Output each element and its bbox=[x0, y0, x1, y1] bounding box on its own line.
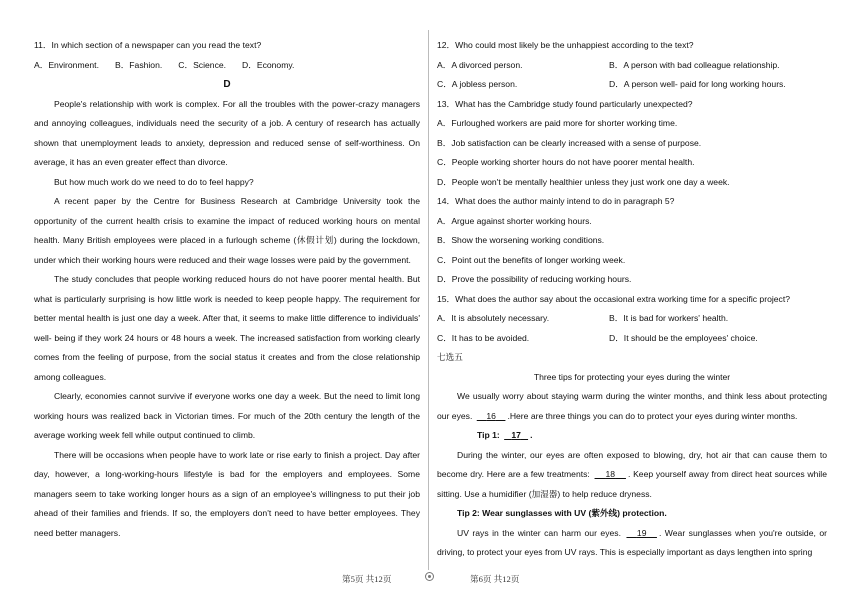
option-b: B．It is bad for workers' health. bbox=[609, 313, 729, 323]
option-d: D．People won't be mentally healthier unless they just work one day a week. bbox=[437, 176, 730, 187]
option-c: C．It has to be avoided. bbox=[437, 332, 530, 343]
question-13: 13．What has the Cambridge study found particularly unexpected? bbox=[437, 98, 693, 109]
question-14: 14．What does the author mainly intend to do in paragraph 5? bbox=[437, 196, 675, 206]
tip1-heading bbox=[437, 426, 827, 446]
option-d: D．Economy. bbox=[242, 59, 295, 70]
tip2-paragraph bbox=[437, 524, 827, 563]
intro-text-a: We usually worry about staying warm during the winter months, and think less about protecting our eyes. bbox=[437, 391, 827, 421]
tip2-text-a: UV rays in the winter can harm our eyes. bbox=[457, 527, 621, 538]
question-15-options-row1 bbox=[437, 309, 827, 329]
option-c: C．Science. bbox=[178, 59, 227, 70]
page-number-left: 第5页 共12页 bbox=[342, 574, 392, 584]
tip1-text-b: . Keep yourself away from direct heat sources while sitting. Use a humidifier (加湿器) to help reduce dryness. bbox=[437, 469, 827, 499]
intro-text-b: .Here are three things you can do to protect your eyes during winter months. bbox=[507, 410, 798, 421]
option-c: C．People working shorter hours do not have poorer mental health. bbox=[437, 157, 695, 167]
passage-paragraph: A recent paper by the Centre for Business Research at Cambridge University took the opportunity of the current health crisis to examine the impact of reduced working hours on mental health. Many British employees were placed in a furlough scheme (休假计划) during the lockdown, under which their working hours were reduced and their wage losses were paid by the government. bbox=[34, 196, 420, 265]
question-11-options bbox=[34, 56, 420, 76]
blank-17-number: 17 bbox=[511, 430, 521, 440]
passage-title: Three tips for protecting your eyes during the winter bbox=[533, 371, 731, 382]
passage-paragraph: But how much work do we need to do to feel happy? bbox=[54, 176, 254, 187]
passage-paragraph: Clearly, economies cannot survive if everyone works one day a week. But the need to limit long working hours was realized back in Victorian times. For much of the 20th century the length of the average working week fell while output continued to climb. bbox=[34, 391, 420, 440]
question-15-options-row2 bbox=[437, 329, 827, 349]
option-b: B．Show the worsening working conditions. bbox=[437, 235, 605, 245]
blank-16[interactable] bbox=[475, 411, 508, 421]
option-a: A．A divorced person. bbox=[437, 59, 523, 70]
tip2-text-b: . Wear sunglasses when you're outside, or driving, to protect your eyes from UV rays. This is especially important as days lengthen into spring bbox=[437, 527, 828, 557]
question-11: 11．In which section of a newspaper can you read the text? bbox=[34, 40, 262, 50]
tip1-period: . bbox=[530, 430, 533, 440]
question-12-options-row2 bbox=[437, 75, 827, 95]
option-d: D．Prove the possibility of reducing working hours. bbox=[437, 274, 632, 284]
tip1-paragraph bbox=[437, 446, 827, 505]
option-a: A．It is absolutely necessary. bbox=[437, 313, 550, 323]
option-a: A．Argue against shorter working hours. bbox=[437, 215, 592, 226]
blank-18[interactable] bbox=[593, 469, 628, 479]
option-d: D．A person well- paid for long working hours. bbox=[609, 79, 786, 89]
option-d: D．It should be the employees' choice. bbox=[609, 332, 758, 343]
option-b: B．A person with bad colleague relationship. bbox=[609, 59, 780, 70]
blank-19[interactable] bbox=[624, 528, 658, 538]
passage-paragraph: There will be occasions when people have to work late or rise early to finish a project. Day after day, however, a long-working-hours lifestyle is bad for the employers and employees. Some managers seem to take working longer hours as a sign of an employee's willingness to put their job ahead of their families and friends. If so, the employers don't need to have better employees. They need better managers. bbox=[34, 449, 420, 538]
column-divider bbox=[428, 30, 429, 570]
left-column bbox=[34, 36, 420, 543]
blank-19-number: 19 bbox=[636, 527, 647, 538]
option-c: C．A jobless person. bbox=[437, 79, 518, 89]
passage-paragraph: People's relationship with work is complex. For all the troubles with the power-crazy managers and annoying colleagues, individuals need the security of a job. A century of research has actually shown that unemployment leads to anxiety, depression and reduced sense of self-worthiness. On average, it has an even greater effect than divorce. bbox=[34, 98, 420, 167]
section-heading: D bbox=[223, 79, 231, 90]
question-12: 12．Who could most likely be the unhappiest according to the text? bbox=[437, 40, 694, 50]
question-12-options-row1 bbox=[437, 56, 827, 76]
binding-hole-icon bbox=[425, 572, 434, 581]
option-a: A．Furloughed workers are paid more for shorter working time. bbox=[437, 118, 678, 128]
section-label: 七选五 bbox=[437, 352, 463, 362]
option-a: A．Environment. bbox=[34, 59, 99, 70]
blank-16-number: 16 bbox=[486, 410, 496, 421]
option-b: B．Fashion. bbox=[114, 59, 163, 70]
tip1-label: Tip 1: bbox=[477, 430, 500, 440]
tip1-text-a: During the winter, our eyes are often exposed to blowing, dry, hot air that can cause them to become dry. Here are a few treatments: bbox=[437, 449, 827, 479]
blank-18-number: 18 bbox=[605, 469, 616, 479]
right-column bbox=[437, 36, 827, 563]
question-15: 15．What does the author say about the occasional extra working time for a specific project? bbox=[437, 293, 791, 304]
page-number-right: 第6页 共12页 bbox=[470, 574, 520, 584]
blank-17[interactable] bbox=[502, 430, 533, 440]
option-b: B．Job satisfaction can be clearly increased with a sense of purpose. bbox=[437, 137, 702, 148]
passage-paragraph: The study concludes that people working reduced hours do not have poorer mental health. But what is particularly surprising is how little work is needed to keep people happy. The requirement for better mental health is just one day a week. After that, it seems to make little difference to individuals' well- being if they work 24 hours or 48 hours a week. The increased satisfaction from working clearly comes from the feeling of purpose, from the social status it creates and from the close relationship among colleagues. bbox=[34, 274, 420, 382]
option-c: C．Point out the benefits of longer working week. bbox=[437, 254, 626, 265]
tip2-heading: Tip 2: Wear sunglasses with UV (紫外线) protection. bbox=[457, 508, 667, 518]
intro-paragraph bbox=[437, 387, 827, 426]
